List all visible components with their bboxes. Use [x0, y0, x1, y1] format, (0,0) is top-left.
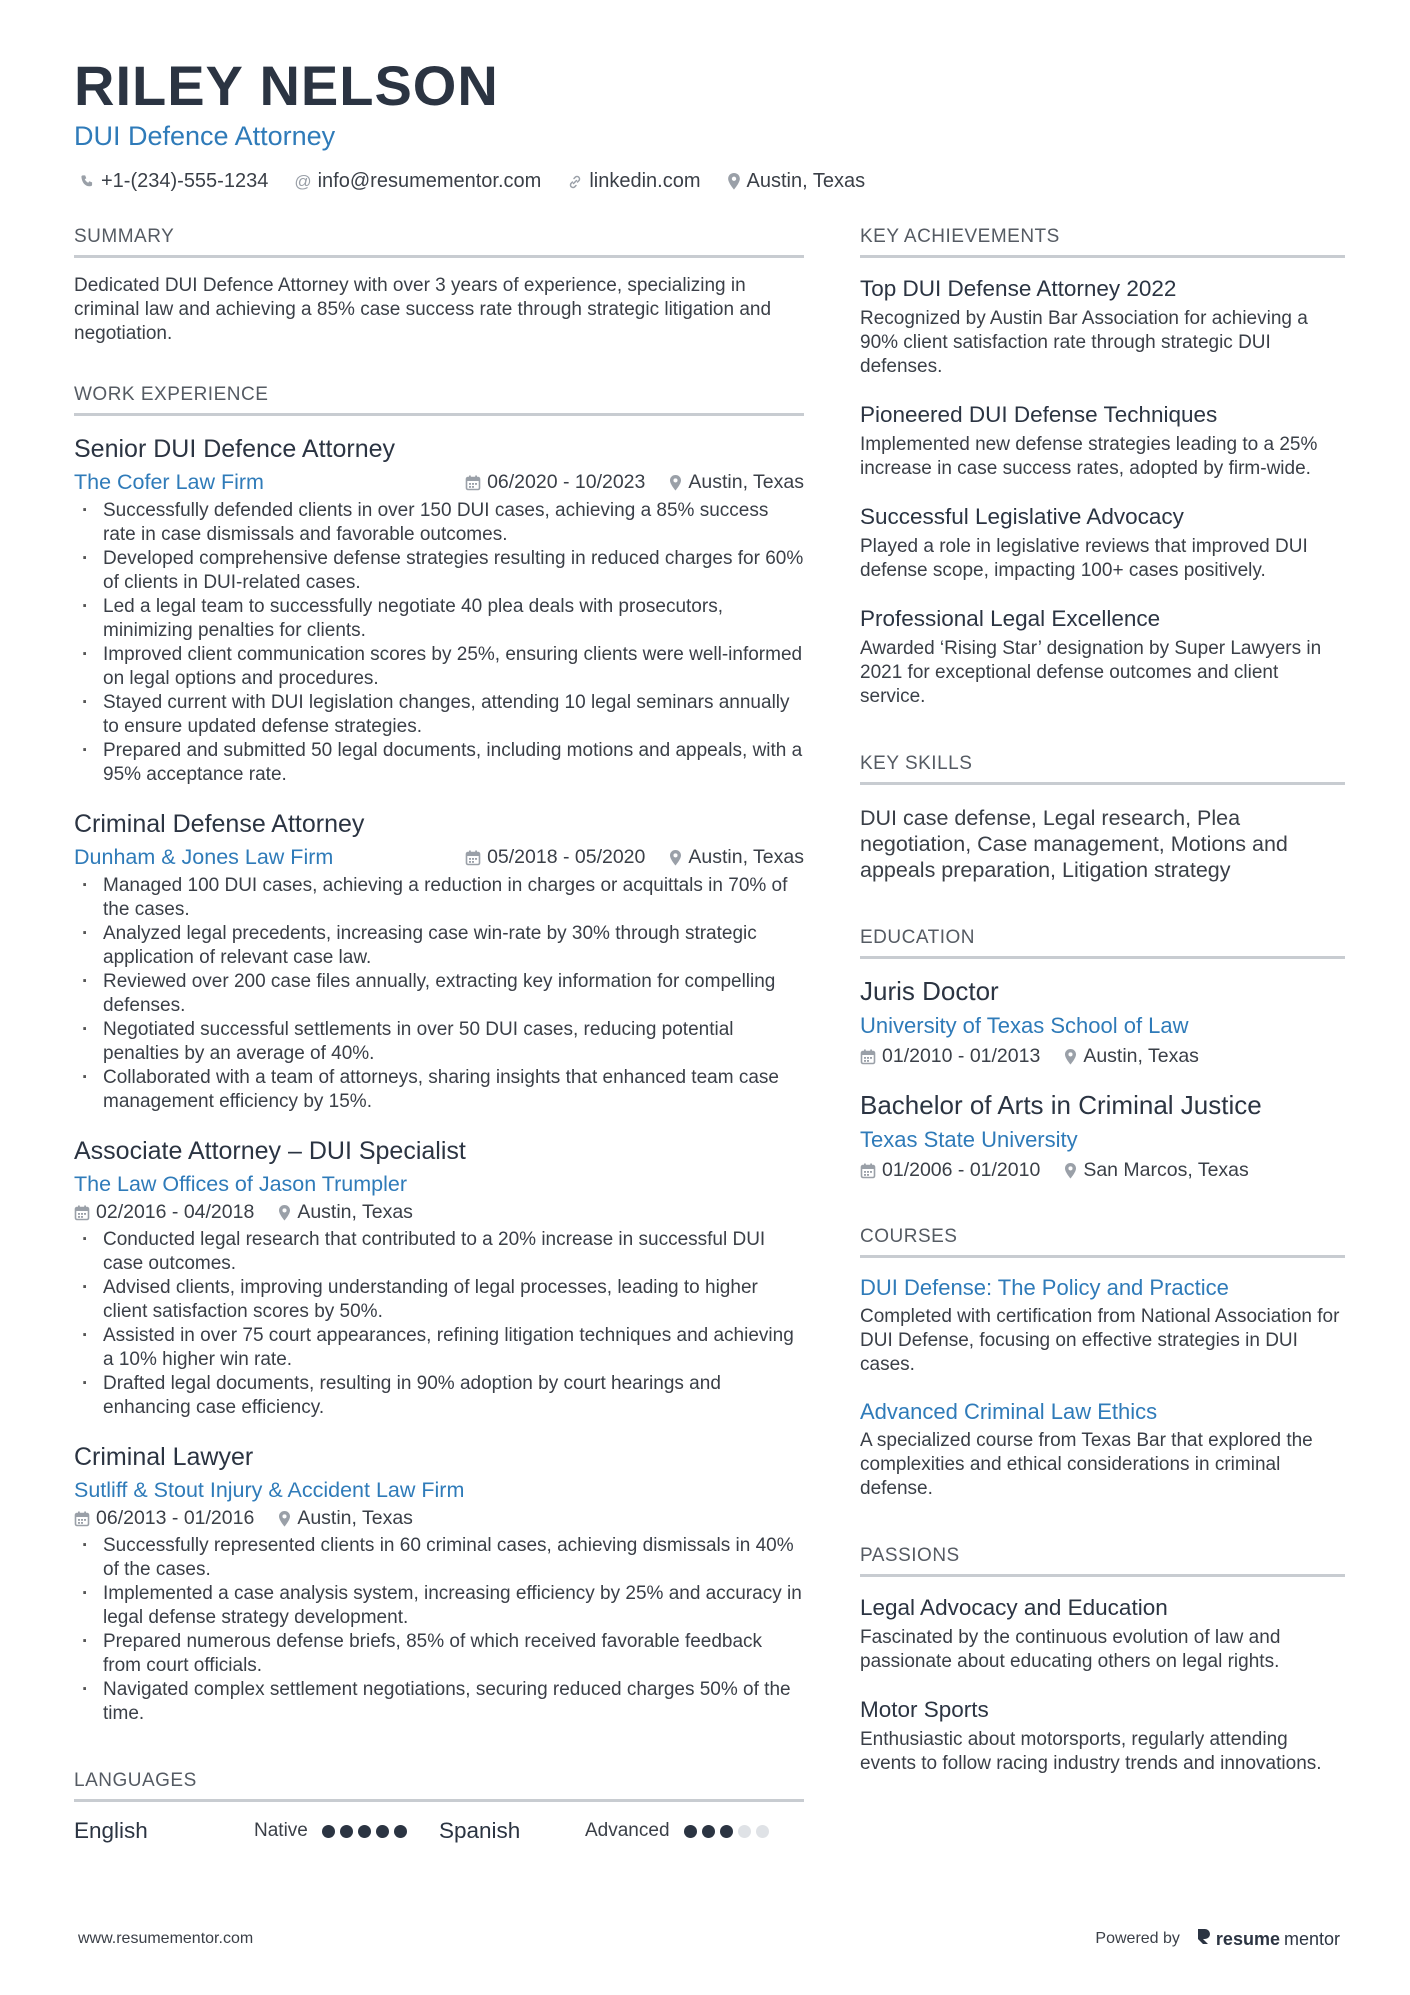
calendar-icon [465, 475, 481, 491]
bullet-item: · Collaborated with a team of attorneys, sharing insights that enhanced team case management efficiency by 15%. [74, 1066, 804, 1114]
location-text: Austin, Texas [688, 846, 804, 868]
rating-dot [358, 1825, 371, 1838]
calendar-icon [860, 1049, 876, 1065]
bullet-item: · Stayed current with DUI legislation changes, attending 10 legal seminars annually to ensure updated defense strategies. [74, 691, 804, 739]
powered-by-label: Powered by [1095, 1930, 1180, 1947]
summary-section [74, 226, 804, 346]
degree-title: Bachelor of Arts in Criminal Justice [860, 1090, 1262, 1121]
course-text: Completed with certification from National Association for DUI Defense, focusing on effective strategies in DUI cases. [860, 1306, 1340, 1376]
passion-title: Motor Sports [860, 1697, 989, 1723]
map-pin-icon [1064, 1049, 1077, 1065]
achievement-title: Professional Legal Excellence [860, 606, 1161, 631]
language-item [74, 1818, 439, 1844]
job-entry [74, 434, 804, 787]
rating-dot [738, 1825, 751, 1838]
location [1064, 1159, 1248, 1182]
candidate-name: RILEY NELSON [74, 54, 499, 117]
date-range [465, 471, 645, 494]
achievement-title: Successful Legislative Advocacy [860, 504, 1184, 529]
language-level: Native [254, 1820, 308, 1841]
rating-dot [376, 1825, 389, 1838]
job-title: Senior DUI Defence Attorney [74, 435, 395, 463]
company-row [74, 845, 804, 870]
job-title: Criminal Lawyer [74, 1443, 254, 1471]
company-name[interactable]: The Cofer Law Firm [74, 470, 264, 494]
section-title: PASSIONS [860, 1545, 1345, 1577]
map-pin-icon [669, 475, 682, 491]
map-pin-icon [669, 850, 682, 866]
location-text: Austin, Texas [297, 1201, 413, 1223]
language-list [74, 1818, 804, 1844]
calendar-icon [860, 1163, 876, 1179]
date-text: 06/2020 - 10/2023 [487, 471, 646, 493]
phone-icon [80, 174, 95, 189]
course-text: A specialized course from Texas Bar that explored the complexities and ethical considerations in criminal defense. [860, 1430, 1313, 1500]
course-item [860, 1275, 1345, 1377]
summary-text: Dedicated DUI Defence Attorney with over 3 years of experience, specializing in criminal law and achieving a 85% case success rate through strategic litigation and negotiation. [74, 275, 772, 344]
passion-text: Fascinated by the continuous evolution of law and passionate about educating others on legal rights. [860, 1627, 1281, 1673]
location [669, 846, 804, 869]
section-title: LANGUAGES [74, 1770, 804, 1802]
education-list [860, 976, 1345, 1182]
candidate-role: DUI Defence Attorney [74, 121, 336, 151]
achievement-title: Top DUI Defense Attorney 2022 [860, 276, 1177, 301]
location-text: Austin, Texas [297, 1507, 413, 1529]
school-name[interactable]: University of Texas School of Law [860, 1013, 1189, 1039]
course-item [860, 1399, 1345, 1501]
map-pin-icon [1064, 1163, 1077, 1179]
bullet-item: · Implemented a case analysis system, increasing efficiency by 25% and accuracy in legal defense strategy development. [74, 1582, 804, 1630]
brand-logo[interactable] [1196, 1927, 1340, 1951]
language-level: Advanced [585, 1820, 670, 1841]
rating-dot [720, 1825, 733, 1838]
job-list [74, 434, 804, 1726]
achievement-text: Implemented new defense strategies leading to a 25% increase in case success rates, adopted by firm-wide. [860, 434, 1318, 479]
job-entry [74, 1136, 804, 1420]
bullet-item: · Successfully defended clients in over 150 DUI cases, achieving a 85% success rate in case dismissals and favorable outcomes. [74, 499, 804, 547]
date-text: 05/2018 - 05/2020 [487, 846, 646, 868]
language-name: English [74, 1818, 148, 1843]
date-text: 01/2006 - 01/2010 [882, 1159, 1041, 1182]
achievement-text: Played a role in legislative reviews that improved DUI defense scope, impacting 100+ cases positively. [860, 536, 1308, 581]
achievement-text: Recognized by Austin Bar Association for achieving a 90% client satisfaction rate through strategic DUI defenses. [860, 308, 1308, 377]
courses-section [860, 1226, 1345, 1501]
bullet-list [74, 499, 804, 787]
section-title: KEY SKILLS [860, 753, 1345, 785]
contact-phone [80, 170, 268, 193]
bullet-item: · Managed 100 DUI cases, achieving a reduction in charges or acquittals in 70% of the cases. [74, 874, 804, 922]
achievement-item [860, 605, 1345, 709]
contact-email[interactable] [294, 170, 541, 193]
brand-name-bold: resume [1215, 1928, 1280, 1949]
bullet-item: · Prepared numerous defense briefs, 85% of which received favorable feedback from court officials. [74, 1630, 804, 1678]
date-text: 06/2013 - 01/2016 [96, 1507, 255, 1529]
education-item [860, 1090, 1345, 1182]
right-column [860, 226, 1345, 1776]
job-title: Criminal Defense Attorney [74, 810, 365, 838]
meta-row [465, 471, 804, 494]
section-title: WORK EXPERIENCE [74, 384, 804, 416]
location [1064, 1045, 1199, 1068]
passion-list [860, 1594, 1345, 1776]
job-title: Associate Attorney – DUI Specialist [74, 1137, 466, 1165]
map-pin-icon [727, 173, 741, 190]
location-text: San Marcos, Texas [1083, 1159, 1249, 1182]
company-name[interactable]: The Law Offices of Jason Trumpler [74, 1172, 407, 1196]
bullet-item: · Led a legal team to successfully negotiate 40 plea deals with prosecutors, minimizing penalties for clients. [74, 595, 804, 643]
course-title[interactable]: DUI Defense: The Policy and Practice [860, 1275, 1229, 1301]
achievement-item [860, 503, 1345, 583]
linkedin-text: linkedin.com [589, 170, 701, 192]
location-text: Austin, Texas [1083, 1045, 1199, 1068]
rating-dot [394, 1825, 407, 1838]
bullet-item: · Prepared and submitted 50 legal documents, including motions and appeals, with a 95% acceptance rate. [74, 739, 804, 787]
contact-bar [80, 170, 865, 193]
calendar-icon [74, 1205, 90, 1221]
meta-row [74, 1201, 804, 1224]
rating-dot [684, 1825, 697, 1838]
bullet-item: · Successfully represented clients in 60 criminal cases, achieving dismissals in 40% of the cases. [74, 1534, 804, 1582]
calendar-icon [465, 850, 481, 866]
achievement-item [860, 401, 1345, 481]
passion-item [860, 1696, 1345, 1776]
meta-row [860, 1159, 1345, 1182]
contact-location [727, 170, 866, 193]
link-icon [567, 174, 583, 190]
rating-dot [702, 1825, 715, 1838]
passion-text: Enthusiastic about motorsports, regularly attending events to follow racing industry trends and innovations. [860, 1729, 1322, 1775]
section-title: EDUCATION [860, 927, 1345, 959]
map-pin-icon [278, 1511, 291, 1527]
left-column [74, 226, 804, 1844]
bullet-item: · Analyzed legal precedents, increasing case win-rate by 30% through strategic application of relevant case law. [74, 922, 804, 970]
bullet-list [74, 1534, 804, 1726]
skills-text: DUI case defense, Legal research, Plea negotiation, Case management, Motions and appeals preparation, Litigation strategy [860, 806, 1288, 882]
date-range [74, 1201, 254, 1224]
languages-section [74, 1770, 804, 1844]
section-title: COURSES [860, 1226, 1345, 1258]
skills-section [860, 753, 1345, 883]
location-text: Austin, Texas [688, 471, 804, 493]
passion-item [860, 1594, 1345, 1674]
company-name[interactable]: Dunham & Jones Law Firm [74, 845, 334, 869]
bullet-item: · Developed comprehensive defense strategies resulting in reduced charges for 60% of clients in DUI-related cases. [74, 547, 804, 595]
course-title[interactable]: Advanced Criminal Law Ethics [860, 1399, 1158, 1425]
company-row [74, 470, 804, 495]
degree-title: Juris Doctor [860, 976, 999, 1006]
school-name[interactable]: Texas State University [860, 1127, 1078, 1153]
location [278, 1201, 413, 1224]
date-text: 01/2010 - 01/2013 [882, 1045, 1041, 1068]
company-name[interactable]: Sutliff & Stout Injury & Accident Law Firm [74, 1478, 465, 1502]
company-row [74, 1478, 804, 1503]
footer-website[interactable]: www.resumementor.com [78, 1930, 254, 1947]
achievement-title: Pioneered DUI Defense Techniques [860, 402, 1218, 427]
location [278, 1507, 413, 1530]
rating-dots [322, 1825, 407, 1838]
achievement-text: Awarded ‘Rising Star’ designation by Super Lawyers in 2021 for exceptional defense outcomes and client service. [860, 638, 1322, 707]
job-entry [74, 1442, 804, 1726]
education-item [860, 976, 1345, 1068]
education-section [860, 927, 1345, 1182]
achievement-list [860, 275, 1345, 709]
bullet-list [74, 1228, 804, 1420]
language-name: Spanish [439, 1818, 521, 1843]
location [669, 471, 804, 494]
achievements-section [860, 226, 1345, 709]
company-row [74, 1172, 804, 1197]
bullet-item: · Improved client communication scores by 25%, ensuring clients were well-informed on legal options and procedures. [74, 643, 804, 691]
map-pin-icon [278, 1205, 291, 1221]
date-range [74, 1507, 254, 1530]
passions-section [860, 1545, 1345, 1776]
bullet-item: · Assisted in over 75 court appearances, refining litigation techniques and achieving a 10% higher win rate. [74, 1324, 804, 1372]
date-range [860, 1045, 1040, 1068]
bullet-item: · Navigated complex settlement negotiations, securing reduced charges 50% of the time. [74, 1678, 804, 1726]
passion-title: Legal Advocacy and Education [860, 1595, 1168, 1621]
rating-dots [684, 1825, 769, 1838]
rating-dot [340, 1825, 353, 1838]
bullet-item: · Negotiated successful settlements in over 50 DUI cases, reducing potential penalties by an average of 40%. [74, 1018, 804, 1066]
section-title: KEY ACHIEVEMENTS [860, 226, 1345, 258]
email-text: info@resumementor.com [317, 170, 542, 192]
bullet-item: · Conducted legal research that contributed to a 20% increase in successful DUI case outcomes. [74, 1228, 804, 1276]
bullet-item: · Reviewed over 200 case files annually, extracting key information for compelling defenses. [74, 970, 804, 1018]
footer-brand [1095, 1927, 1340, 1951]
bullet-list [74, 874, 804, 1114]
location-text: Austin, Texas [746, 170, 866, 192]
at-icon: @ [294, 171, 312, 191]
phone-text: +1-(234)-555-1234 [101, 170, 269, 192]
section-title: SUMMARY [74, 226, 804, 258]
rating-dot [322, 1825, 335, 1838]
course-list [860, 1275, 1345, 1501]
rating-dot [756, 1825, 769, 1838]
date-range [860, 1159, 1040, 1182]
brand-mark-icon [1196, 1927, 1212, 1951]
date-text: 02/2016 - 04/2018 [96, 1201, 255, 1223]
job-entry [74, 809, 804, 1114]
bullet-item: · Drafted legal documents, resulting in 90% adoption by court hearings and enhancing case efficiency. [74, 1372, 804, 1420]
contact-linkedin[interactable] [567, 170, 700, 193]
meta-row [74, 1507, 804, 1530]
bullet-item: · Advised clients, improving understanding of legal processes, leading to higher client satisfaction scores by 50%. [74, 1276, 804, 1324]
meta-row [860, 1045, 1345, 1068]
date-range [465, 846, 645, 869]
brand-name-light: mentor [1283, 1928, 1340, 1949]
language-item [439, 1818, 804, 1844]
meta-row [465, 846, 804, 869]
experience-section [74, 384, 804, 1726]
calendar-icon [74, 1511, 90, 1527]
achievement-item [860, 275, 1345, 379]
